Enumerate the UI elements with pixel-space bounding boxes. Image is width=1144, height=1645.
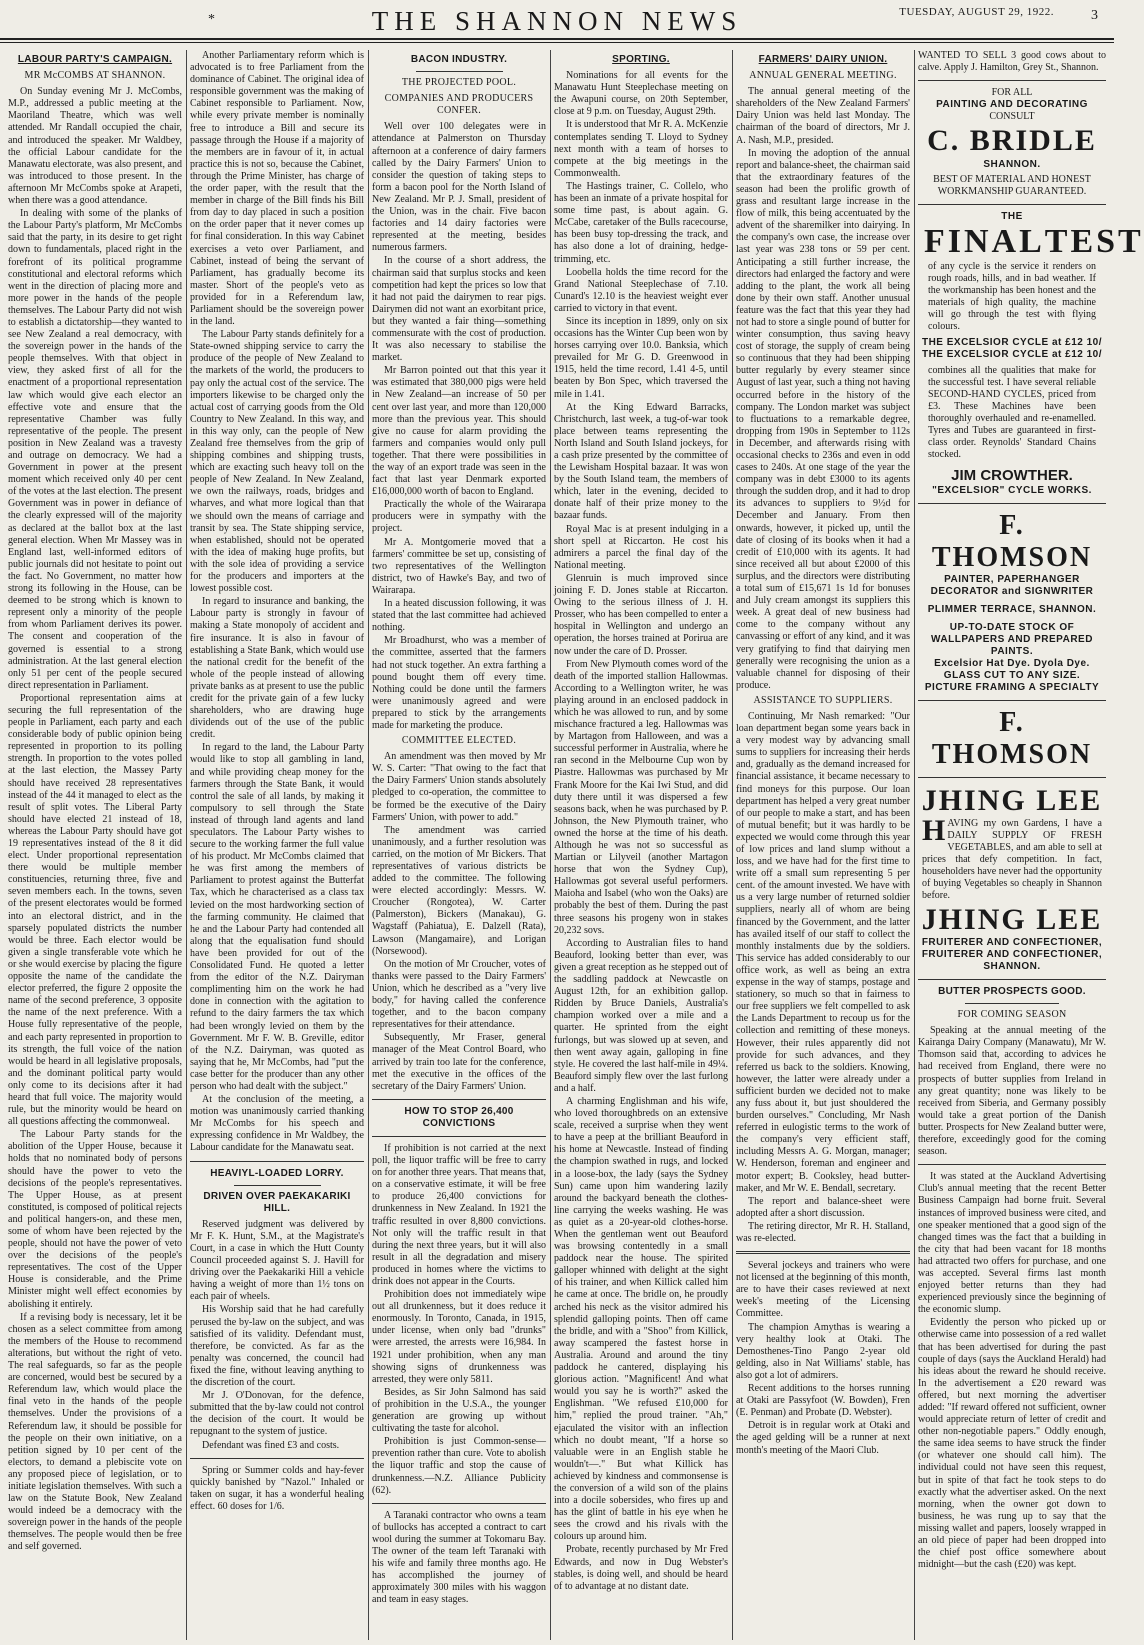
masthead-rule — [0, 42, 1114, 43]
article-subheading: ANNUAL GENERAL MEETING. — [749, 70, 897, 82]
article-paragraph: Prohibition is just Common-sense—prevention rather than cure. Vote to abolish the liquor traffic and stop the cause of drunkenness.—N.Z. Alliance Publicity (62). — [372, 1436, 546, 1496]
article-paragraph: In dealing with some of the planks of the Labour Party's platform, Mr McCombs said that the party, in its desire to get right down to fundamentals, placed right in the forefront of its political programme constitutional and electoral reforms which went in the direction of placing more and more power in the hands of the people themselves. The Labour Party did not wish to establish a dictatorship—they wanted to see New Zealand a real democracy, with the sovereign power in the hands of the people themselves. With that object in view, they asked first of all for the enactment of a proportional representation law which would give each elector an effective vote and ensure that the representative Chamber was fully representative of the people. The present position in New Zealand was a travesty and outrage on democracy. We had a Government in power at the present moment which received only 40 per cent of the votes at the last election. The present Government was in power in defiance of the clearly expressed will of the majority as declared at the ballot box at the last general election. When Mr Massey was in England last, well-informed editors of public journals did not hesitate to point out the fact. No Government, no matter how strong its following in the House, can be deemed to be strong which is known to represent only a minority of the people from whom Parliament derives its power. The consent and cooperation of the governed is essential to a strong administration. At the last general election only 51 per cent of the people secured direct representation in Parliament. — [8, 208, 182, 691]
article-subheading: COMPANIES AND PRODUCERS CONFER. — [384, 93, 534, 117]
article-paragraph: According to Australian files to hand Beauford, looking better than ever, was given a great reception as he stepped out of the saddling paddock at Newcastle on August 12th, for an exhibition gallop. Ridden by Bruce Daniels, Australia's champion worked over a mile and a quarter. He sprinted from the eight furlongs, but was slowed up at seven, and then went away again, galloping in fine style. He covered the last half-mile in 49¼. Beauford simply flew over the last furlong and a half. — [554, 937, 728, 1094]
article-divider — [372, 1099, 546, 1100]
excelsior-price: THE EXCELSIOR CYCLE at £12 10/ — [921, 337, 1103, 348]
jhing-lee-advert — [918, 784, 1106, 973]
article-paragraph: Defendant was fined £3 and costs. — [202, 1439, 340, 1451]
final-test-word: TEST — [1044, 223, 1144, 260]
bridle-line: PAINTING AND DECORATING — [936, 99, 1088, 110]
article-paragraph: From New Plymouth comes word of the death of the imported stallion Hallowmas. According to a Wellington writer, he was playing around in an enclosed paddock in which he was allowed to run, and by some mischance fractured a leg. Hallowmas was by Martagon from Halloween, and was a successful performer in Australia, where he ran second in the Melbourne Cup won by Piastre. Hallowmas was purchased by Mr Frank Moore for the Kai Iwi Stud, and did duty there until it was dispersed a few seasons back, when he was purchased by P. Johnson, the New Plymouth trainer, who owned the horse at the time of his death. Although he was not so successful as Martian or Lilyveil (another Martagon horse that won the Sydney Cup), Hallowmas got several useful performers. Maioha and Isabel (who won the Oaks) are probably the best of them. During the past three seasons his progeny won in stakes 20,232 sovs. — [554, 658, 728, 936]
column-rule — [368, 50, 369, 1640]
article-paragraph: An amendment was then moved by Mr W. S. Carter: "That owing to the fact that the Dairy Farmers' Union stands absolutely pledged to co-operation, the committee to be formed be the executive of the Dairy Farmers' Union, with power to add." — [372, 751, 546, 823]
newspaper-title: THE SHANNON NEWS — [371, 6, 743, 36]
article-heading: LABOUR PARTY'S CAMPAIGN. — [17, 54, 173, 65]
article-paragraph: At the conclusion of the meeting, a motion was unanimously carried thanking Mr McCombs for his speech and expressing confidence in Mr Waldbey, the Labour candidate for the Manawatu seat. — [190, 1094, 364, 1154]
advert-divider — [918, 503, 1106, 504]
section-subheading: COMMITTEE ELECTED. — [401, 735, 517, 747]
advert-divider — [918, 777, 1106, 778]
article-subheading: FOR COMING SEASON — [957, 1009, 1067, 1021]
article-divider — [190, 1458, 364, 1459]
article-paragraph: Detroit is in regular work at Otaki and the aged gelding will be a runner at next month's meeting of the Maori Club. — [736, 1420, 910, 1456]
article-paragraph: At the King Edward Barracks, Christchurch, last week, a tug-of-war took place between teams representing the North Island and South Island jockeys, for a cash prize presented by the committee of the Lewisham Hospital bazaar. It was won by the South Island team, the members of which, later in the evening, decided to donate half of their prize money to the bazaar funds. — [554, 401, 728, 522]
column-rule — [732, 50, 733, 1640]
column-dairy-union — [736, 50, 910, 1640]
jhing-lee-trade: FRUITERER AND CONFECTIONER, — [921, 937, 1103, 948]
column-rule — [914, 50, 915, 1640]
column-sporting — [554, 50, 728, 1640]
article-heading: SPORTING. — [612, 54, 670, 65]
nazol-advert: Spring or Summer colds and hay-fever quickly banished by "Nazol." Inhaled or taken on sugar, it has a wonderful healing effect. 60 doses for 1/6. — [190, 1464, 364, 1512]
article-divider — [372, 1136, 546, 1137]
article-subheading: THE PROJECTED POOL. — [401, 77, 517, 89]
column-bacon-industry — [372, 50, 546, 1640]
bridle-name: C. BRIDLE — [927, 124, 1097, 157]
article-paragraph: Loobella holds the time record for the Grand National Steeplechase of 7.10. Cunard's 12.10 is the heaviest weight ever carried to victory in that event. — [554, 266, 728, 314]
thomson-advert-repeat — [918, 707, 1106, 771]
jhing-lee-body: AVING my own Gardens, I have a DAILY SUPPLY OF FRESH VEGETABLES, and am able to sell at prices that defy competition. In fact, householders have never had the opportunity of buying Vegetables so cheaply in Shannon before. — [922, 818, 1102, 901]
wanted-advert-text: WANTED TO SELL 3 good cows about to calve. Apply J. Hamilton, Grey St., Shannon. — [918, 50, 1106, 73]
article-paragraph: In regard to insurance and banking, the Labour party is strongly in favour of making a State monopoly of accident and fire insurance. It is also in favour of establishing a State Bank, which would use the national credit for the benefit of the whole of the people instead of allowing private banks as at present to use the public credit for the private gain of a few lucky shareholders, who are drawing huge dividends out of the use of the public credit. — [190, 596, 364, 741]
article-heading: BACON INDUSTRY. — [410, 54, 508, 65]
article-subheading: MR McCOMBS AT SHANNON. — [24, 70, 166, 82]
article-paragraph: A Taranaki contractor who owns a team of bullocks has accepted a contract to cart wool during the summer at Tokomaru Bay. The owner of the team left Taranaki with his wife and family three months ago. He has accomplished the journey of approximately 300 miles with his waggon and team in easy stages. — [372, 1509, 546, 1606]
article-heading: BUTTER PROSPECTS GOOD. — [938, 986, 1086, 997]
crowther-works: "EXCELSIOR" CYCLE WORKS. — [932, 485, 1092, 496]
article-paragraph: Prohibition does not immediately wipe out all drunkenness, but it does reduce it enormously. In Toronto, Canada, in 1915, under license, when only bad "drunks" were arrested, the arrests were 16,984. In 1921 under prohibition, when any man showing signs of drunkenness was arrested, they were only 5811. — [372, 1289, 546, 1385]
thomson-address: PLIMMER TERRACE, SHANNON. — [927, 604, 1097, 615]
crowther-name: JIM CROWTHER. — [951, 467, 1073, 484]
advert-divider — [918, 700, 1106, 701]
article-paragraph: The annual general meeting of the shareholders of the New Zealand Farmers' Dairy Union was held last Monday. The chairman of the board of directors, Mr J. A. Nash, M.P., presided. — [736, 86, 910, 146]
article-heading: HOW TO STOP 26,400 CONVICTIONS — [404, 1105, 514, 1129]
advert-divider — [918, 80, 1106, 81]
heading-divider — [416, 71, 503, 72]
article-paragraph: Mr Barron pointed out that this year it was estimated that 380,000 pigs were held in New Zealand—an increase of 50 per cent over last year, and more than 120,000 more than the previous year. This should give no cause for alarm providing the farmers and companies would only pull together. That there were possibilities in the way of an export trade was seen in the fact that last year Denmark exported £16,000,000 worth of bacon to England. — [372, 365, 546, 498]
article-paragraph: Several jockeys and trainers who were not licensed at the beginning of this month, are to have their cases reviewed at next week's meeting of the Licensing Committee. — [736, 1260, 910, 1320]
column-rule — [186, 50, 187, 1640]
thomson-advert — [918, 510, 1106, 694]
final-test-headline — [918, 223, 1144, 261]
heading-divider — [965, 1003, 1059, 1004]
article-paragraph: Glenruin is much improved since joining F. D. Jones stable at Riccarton. Owing to the serious illness of J. H. Prosser, who has been compelled to enter a hospital in Wellington and undergo an operation, the horses trained at Porirua are now under the care of D. Prosser. — [554, 572, 728, 657]
article-paragraph: It is understood that Mr R. A. McKenzie contemplates sending T. Lloyd to Sydney next month with a team of horses to compete at the big meetings in the Commonwealth. — [554, 119, 728, 179]
jhing-lee-name: JHING LEE — [921, 903, 1103, 936]
article-paragraph: Mr Broadhurst, who was a member of the committee, asserted that the farmers had not stuck together. An extra farthing a pound bought them off every time. Nothing could be done until the farmers were unanimously agreed and were prepared to stick by the arrangements made for marketing the produce. — [372, 635, 546, 731]
heading-divider — [234, 1185, 321, 1186]
article-paragraph: The champion Amythas is wearing a very healthy look at Otaki. The Demosthenes-Tino Pango 2-year old gelding, also in Nat Williams' stable, has also got a lot of admirers. — [736, 1321, 910, 1381]
article-paragraph: Royal Mac is at present indulging in a short spell at Riccarton. He cost his admirers a parcel the final day of the National meeting. — [554, 523, 728, 571]
article-paragraph: Recent additions to the horses running at Otaki are Passyfoot (W. Bowden), Fren (E. Penman) and Probate (D. Webster). — [736, 1383, 910, 1419]
article-paragraph: Probate, recently purchased by Mr Fred Edwards, and now in Dug Webster's stables, is doing well, and should be heard of to advantage at no distant date. — [554, 1544, 728, 1592]
bridle-line: CONSULT — [989, 111, 1035, 122]
final-test-body: combines all the qualities that make for the successful test. I have several reliable SECOND-HAND CYCLES, priced from £3. These Machines have been thoroughly overhauled and re-enamelled. Tyres and Tubes are guaranteed in first-class order. Reynolds' Standard Chains stocked. — [928, 365, 1096, 460]
article-paragraph: Proportional representation aims at securing the full representation of the people in Parliament, each party and each considerable body of public opinion being represented in proportion to its polling strength. In proportion to the votes polled at the last election, the Massey Party should have received 28 representatives instead of the 44 it managed to elect as the result of split votes. The Liberal Party should have elected 21 instead of 18, whereas the Labour Party should have got 19 representatives instead of the 8 it did elect. Under proportional representation there would be multiple member constituencies, returning three, five and seven members each. In the towns, seven of the present electorates would be formed into an electoral district, and in the sparsely populated districts the number would be three. Each elector would be given a single transferable vote which he or she would exercise by placing the figure opposite the name of the candidate the elector preferred, the figure 2 opposite the name of the second preference, 3 opposite the name of the next preference. With a House fully representative of the people, and each party represented in proportion to its strength, the full voice of the nation would be heard in all legislative proposals, and the dominant political party would only come to its decisions after it had heard that full voice. The majority would rule, but the minority would be heard on all questions affecting the commonweal. — [8, 692, 182, 1128]
article-paragraph: Mr A. Montgomerie moved that a farmers' committee be set up, consisting of two representatives of the Wellington district, two of Hawke's Bay, and two of Wairarapa. — [372, 536, 546, 596]
article-paragraph: The Labour Party stands definitely for a State-owned shipping service to carry the produce of the people of New Zealand to the markets of the world, the producers to pay only the actual cost of the service. The importers likewise to be charged only the actual cost of carrying goods from the Old Country to New Zealand. In this way, and in this way only, can the people of New Zealand free themselves from the grip of shipping combines and shipping trusts, which are exacting such heavy toll on the people of New Zealand. In New Zealand, we own the railways, roads, bridges and wharves, and what more logical than that we should own the means of carriage and transit by sea. The State shipping service, when established, should not be operated with the idea of making huge profits, but with the sole idea of providing a service for the producers and importers at the lowest possible cost. — [190, 329, 364, 595]
article-divider — [190, 1161, 364, 1162]
final-test-body: of any cycle is the service it renders on rough roads, hills, and in bad weather. If the workmanship has been honest and the materials of high quality, the machine will go through the test with flying colours. — [928, 261, 1096, 332]
article-paragraph: The Labour Party stands for the abolition of the Upper House, because it holds that no nominated body of persons should have the power to veto the decisions of the people's representatives. The Upper House, as at present constituted, is composed of political rejects and political hangers-on, and these men, some of whom have been rejected by the people, should not have the power of veto over the decisions of the people's representatives. The cost of the Upper House is considerable, and the Prime Minister might well effect economies by abolishing it entirely. — [8, 1129, 182, 1310]
jhing-lee-trade: FRUITERER AND CONFECTIONER, — [921, 949, 1103, 960]
column-rule — [550, 50, 551, 1640]
article-paragraph: In a heated discussion following, it was stated that the last committee had achieved nothing. — [372, 598, 546, 634]
final-test-the: THE — [1001, 211, 1023, 222]
thomson-name: F. THOMSON — [931, 707, 1093, 770]
article-paragraph: In moving the adoption of the annual report and balance-sheet, the chairman said that the extraordinary features of the season had been the prolific growth of grass and resultant large increase in the flow of milk, this being accentuated by the advent of the sharemilker into dairying. In the company's own case, the increase over last year was 238 tons or 59 per cent. Anticipating a still further increase, the directors had enlarged the factory and were adding to the plant, the work all being done by their own staff. Another unusual feature was the fact that this year they had not had to store a single pound of butter for winter consumption, thus saving heavy cost of storage, the supply of cream being so continuous that they had been shipping butter regularly by every steamer since August of last year, such a thing not having occurred before in the history of the company. The London market was subject to fluctuations to a remarkable degree, dropping from 190s in September to 112s in December, and afterwards rising with occasional checks to 236s and even in odd cases to 240s. At one stage of the year the company was in debt £3000 to its agents through the sudden drop, and it had to drop its advances to suppliers to 9½d for December and January. From then onwards, however, it picked up, until the date of closing of its books when it had a credit of £10,000 with its agents. It had since received all but about £2000 of this surplus, and the directors were distributing a total sum of £15,671 1s 1d for bonuses and July cream amongst its suppliers this week. A great deal of new business had come to the company without any canvassing or effort of any kind, and it was very gratifying to find that dairying men generally were recognising the union as a valuable channel for disposing of their produce. — [736, 147, 910, 691]
article-paragraph: The amendment was carried unanimously, and a further resolution was carried, on the motion of Mr Bickers. That representatives of various districts be added to the committee. The following were elected accordingly: Messrs. W. Croucher (Rongotea), W. Carter (Palmerston), Bickers (Manakau), G. Wagstaff (Pahiatua), E. Dalzell (Rata), Lawson (Mangamaire), and Lorigan (Norsewood). — [372, 824, 546, 957]
article-paragraph: The report and balance-sheet were adopted after a short discussion. — [736, 1195, 910, 1219]
article-paragraph: In the course of a short address, the chairman said that surplus stocks and keen competition had kept the prices so low that it had not paid the dairymen to rear pigs. Dairymen did not want an exorbitant price, but they wanted a fair thing—something commensurate with the cost of production. It was also necessary to stabilise the market. — [372, 255, 546, 364]
article-heading: FARMERS' DAIRY UNION. — [758, 54, 888, 65]
section-subheading: ASSISTANCE TO SUPPLIERS. — [753, 694, 893, 706]
final-test-advert — [918, 211, 1144, 497]
article-paragraph: Mr J. O'Donovan, for the defence, submitted that the by-law could not control the decision of the court. It would be repugnant to the system of justice. — [190, 1390, 364, 1438]
article-paragraph: Reserved judgment was delivered by Mr F. K. Hunt, S.M., at the Magistrate's Court, in a case in which the Hutt County Council proceeded against S. J. Havill for driving over the Paekakariki Hill a vehicle having a weight of more than 1½ tons on each pair of wheels. — [190, 1218, 364, 1303]
article-paragraph: On the motion of Mr Croucher, votes of thanks were passed to the Dairy Farmers' Union, which he described as a "very live body," for having called the conference together, and to the bacon company representatives for their attendance. — [372, 958, 546, 1031]
thomson-glass: GLASS CUT TO ANY SIZE. — [943, 670, 1081, 681]
article-paragraph: Subsequently, Mr Fraser, general manager of the Meat Control Board, who arrived by train too late for the conference, met the executive in the offices of the secretary of the Dairy Farmers' Union. — [372, 1032, 546, 1092]
article-paragraph: Practically the whole of the Wairarapa producers were in sympathy with the project. — [372, 499, 546, 535]
article-divider — [736, 1251, 910, 1254]
article-subheading: DRIVEN OVER PAEKAKARIKI HILL. — [203, 1190, 351, 1214]
thomson-name: F. THOMSON — [931, 510, 1093, 573]
masthead — [0, 0, 1114, 40]
article-divider — [372, 1503, 546, 1504]
article-paragraph: Another Parliamentary reform which is advocated is to free Parliament from the dominance of Cabinet. The original idea of responsible government was the making of Cabinet responsible to Parliament. Now, while every private member is nominally free to introduce a Bill and secure its passage through the House if a majority of the members are in favour of it, in actual practice this is not so, because the Cabinet, through the Prime Minister, has charge of the order paper, with the result that the member in charge of the Bill finds his Bill from day to day placed in such a position on the order paper that it never comes up for final consideration. In this way Cabinet exercises a veto over Parliament, and Cabinet, instead of being the servant of Parliament, has gradually become its master. Short of the people's veto as provided for in a Referendum law, Parliament should be the sovereign power in the land. — [190, 50, 364, 328]
article-paragraph: Evidently the person who picked up or otherwise came into possession of a red wallet that has been advertised for during the past couple of days (says the Auckland Herald) had his ideas about the reward he should receive. In the advertisement a £20 reward was offered, but next morning the advertiser added: "If reward offered not sufficient, owner would appreciate return of letter of credit and other non-negotiable papers." Oddly enough, the same idea seems to have struck the finder (or whatever one should call him). The individual could not have seen this request, but in spite of that fact he took steps to do exactly what the advertiser asked. On the next morning, when the owner got down to business, he was rung up to say that the missing wallet and papers, loosely wrapped in an old piece of paper had been dropped into the chief post office somewhere about midnight—but the cash (£20) was kept. — [918, 1317, 1106, 1571]
jhing-lee-name: JHING LEE — [921, 784, 1103, 817]
article-paragraph: In regard to the land, the Labour Party would like to stop all gambling in land, and while providing cheap money for the farmers through the State Bank, it would control the sale of all lands, by making it compulsory to sell through the State instead of through land agents and land speculators. The Labour Party wishes to secure to the working farmer the full value of his product. Mr McCombs claimed that he was first among the members of Parliament to protest against the Butterfat Tax, which he characterised as a class tax levied on the most hardworking section of the farming community. He claimed that he and the Labour Party had contended all along that the equalisation fund should have been provided for out of the Consolidated Fund. He quoted a letter from the editor of the N.Z. Dairyman complimenting him on the work he had done in connection with the agitation to refund to the dairy farmers the tax which had been wrongly levied on them by the Government. Mr F. W. B. Greville, editor of the N.Z. Dairyman, was quoted as saying that he, Mr McCombs, had "put the case better for the producer than any other person who had dealt with the subject." — [190, 742, 364, 1092]
article-paragraph: Speaking at the annual meeting of the Kairanga Dairy Company (Manawatu), Mr W. Thomson said that, according to advices he had received from England, there were no prospects of butter supplies from Ireland in any great quantity; none was likely to be received from Siberia, and Germany possibly would take a great portion of the Danish butter. Prospects for New Zealand butter were, therefore, exceedingly good for the coming season. — [918, 1025, 1106, 1158]
bridle-advert — [918, 87, 1106, 198]
wanted-advert — [918, 50, 1106, 74]
column-advertisements — [918, 50, 1144, 1640]
article-paragraph: On Sunday evening Mr J. McCombs, M.P., addressed a public meeting at the Maoriland Theatre, which was well attended. Mr Randall occupied the chair, and introduced the speaker. Mr Waldbey, the official Labour candidate for the Manawatu electorate, was also present, and was introduced to those present. In the afternoon Mr McCombs spoke at Arapeti, when there was a good attendance. — [8, 86, 182, 207]
column-labour-continued — [190, 50, 364, 1640]
issue-date: TUESDAY, AUGUST 29, 1922. — [899, 6, 1054, 18]
article-paragraph: The retiring director, Mr R. H. Stalland, was re-elected. — [736, 1220, 910, 1244]
article-heading: HEAVIYL-LOADED LORRY. — [210, 1167, 344, 1179]
article-paragraph: The Hastings trainer, C. Collelo, who has been an inmate of a private hospital for some time past, is about again. G. McCabe, caretaker of the Bulls racecourse, has been busy top-dressing the track, and has also done a lot of draining, hedge-trimming, etc. — [554, 180, 728, 265]
article-paragraph: Since its inception in 1899, only on six occasions has the Winter Cup been won by horses carrying over 10.0. Banksia, which prevailed for Mr G. D. Greenwood in 1915, held the time record, 1.41 4-5, until beaten by Bon Spec, which traversed the mile in 1.41. — [554, 315, 728, 400]
advert-divider — [918, 204, 1106, 205]
column-labour-campaign — [8, 50, 182, 1640]
article-paragraph: Nominations for all events for the Manawatu Hunt Steeplechase meeting on the Awapuni course, on 20th September, close at 9 p.m. on Tuesday, August 29th. — [554, 70, 728, 118]
bridle-line: FOR ALL — [991, 87, 1033, 98]
article-paragraph: Besides, as Sir John Salmond has said of prohibition in the U.S.A., the younger generation are growing up without cultivating the taste for alcohol. — [372, 1386, 546, 1435]
thomson-framing: PICTURE FRAMING A SPECIALTY — [924, 682, 1100, 693]
article-paragraph: His Worship said that he had carefully perused the by-law on the subject, and was satisfied of its validity. Defendant must, therefore, be convicted. As far as the penalty was concerned, the council had fixed the fine, without leaving anything to the discretion of the court. — [190, 1304, 364, 1389]
jhing-lee-dropcap: H — [922, 814, 946, 847]
article-paragraph: A charming Englishman and his wife, who loved thoroughbreds on an extensive scale, received a surprise when they went to have a peep at the brilliant Beauford in his home at Newcastle. Instead of finding the champion swathed in rugs, and locked in a loose-box, the lady (says the Sydney Sun) came upon him wandering lazily around the backyard beneath the clothes-line carrying the weeks washing. He was as quiet as a 20-year-old clothes-horse. When the gentleman went out Beauford was browsing contentedly in a small paddock near the house. The spirited galloper whinned with delight at the sight of his trainer, and when Killick called him he came at once. The bridle on, he proudly arched his neck as the visitor admired his splendid galloping points. Then off came the bridle, and with a "Shoo" from Killick, away scampered the fastest horse in Australia. Around and around the tiny paddock he cantered, displaying his glorious action. "Magnificent! And what would you say he is worth?" asked the Englishman. "We refused £10,000 for him," replied the proud trainer. "Ah," ejaculated the visitor with an inflection which no doubt meant, "If a horse so valuable were in an English stable he wouldn't—." But what Killick has achieved by kindness and commonsense is the conversion of a wild son of the plains into a docile sobersides, who fires up and has the glint of battle in his eye when he sees the crowd and his rivals with the colours up around him. — [554, 1095, 728, 1543]
thomson-dyes: Excelsior Hat Dye. Dyola Dye. — [934, 658, 1090, 669]
article-divider — [918, 1164, 1106, 1165]
page-number: 3 — [1091, 8, 1098, 23]
advert-divider — [918, 979, 1106, 980]
article-paragraph: If prohibition is not carried at the next poll, the liquor traffic will be free to carry on for another three years. That means that, on a conservative estimate, it will be free to produce 26,400 convictions for drunkenness in New Zealand. In 1921 the traffic resulted in over 8,800 convictions. Not only will the traffic result in that during the next three years, but it will also result in all the degradation and misery produced in homes where the victims to drink does not appear in the Courts. — [372, 1142, 546, 1287]
article-paragraph: Continuing, Mr Nash remarked: "Our loan department began some years back in a very modest way by advancing small sums to suppliers for increasing their herds and, gradually as the demand increased for financial assistance, it became necessary to find moneys for this purpose. Our loan department has helped a very great number of our people to make a start, and has been of mutual benefit; but it was hardly to be expected we would come through this year of low prices and land slump without a loss, and we have had for the first time to write off a small sum representing 5 per cent. of the amount invested. We have with us a very large number of returned soldier suppliers, nearly all of whom are being financed by the Government, and the latter has availed itself of our staff to collect the monthly instalments due by the soldiers. This service has added considerably to our office work, as well as being an extra expense in the way of stamps, postage and stationery, so much so that in fairness to our free suppliers we felt compelled to ask the Lands Department to recoup us for the collection and remitting of these moneys. However, their rules apparently did not provide for such advances, and they referred us back to the soldiers. Knowing, however, the latter were already under a sufficient burden we decided not to make any fuss about it, but just shouldered the burden ourselves." Concluding, Mr Nash referred in eulogistic terms to the work of the company's very efficient staff, including Messrs A. G. Morgan, manager; W. Henderson, foreman and engineer and motor expert; B. Cooksley, head butter-maker, and Mr W. E. Bendall, secretary. — [736, 710, 910, 1194]
masthead-star: * — [208, 12, 215, 27]
thomson-stock: UP-TO-DATE STOCK OF WALLPAPERS AND PREPARED PAINTS. — [931, 622, 1093, 657]
thomson-trade: PAINTER, PAPERHANGER DECORATOR and SIGNWRITER — [930, 574, 1094, 597]
jhing-lee-town: SHANNON. — [983, 961, 1041, 972]
final-test-word: FINAL — [924, 223, 1045, 260]
excelsior-price: THE EXCELSIOR CYCLE at £12 10/ — [921, 349, 1103, 360]
article-paragraph: Well over 100 delegates were in attendance at Palmerston on Thursday afternoon at a conference of dairy farmers called by the Dairy Farmers' Union to consider the question of taking steps to form a bacon pool for the North Island of New Zealand. Mr P. J. Small, president of the Union, was in the chair. Five bacon factories and 14 dairy factories were represented at the meeting, besides numerous farmers. — [372, 121, 546, 254]
article-paragraph: If a revising body is necessary, let it be chosen as a select committee from among the members of the House to recommend alterations, but without the right of veto. The real safeguards, so far as the people are concerned, would best be secured by a Referendum law, which would place the final veto in the hands of the people themselves. Under the provisions of a Referendum law, it should be possible for the people on their own initiative, on a petition signed by 10 per cent of the electors, to demand a plebiscite vote on any proposed piece of legislation, or to initiate legislation themselves. With such a law on the Statute Book, New Zealand would indeed be a democracy with the sovereign power in the hands of the people themselves. The people would then be free and self governed. — [8, 1311, 182, 1553]
bridle-tagline: BEST OF MATERIAL AND HONEST WORKMANSHIP GUARANTEED. — [933, 174, 1091, 197]
bridle-town: SHANNON. — [983, 159, 1041, 170]
article-paragraph: It was stated at the Auckland Advertising Club's annual meeting that the recent Better Business Campaign had borne fruit. Several instances of improved business were cited, and one speaker mentioned that a good sign of the changed times was the fact that a building in the city that had been vacant for 18 months had attracted two offers for purchase, and one was accepted. Several firms last month enjoyed better returns than they had experienced previously since the beginning of the economic slump. — [918, 1171, 1107, 1316]
